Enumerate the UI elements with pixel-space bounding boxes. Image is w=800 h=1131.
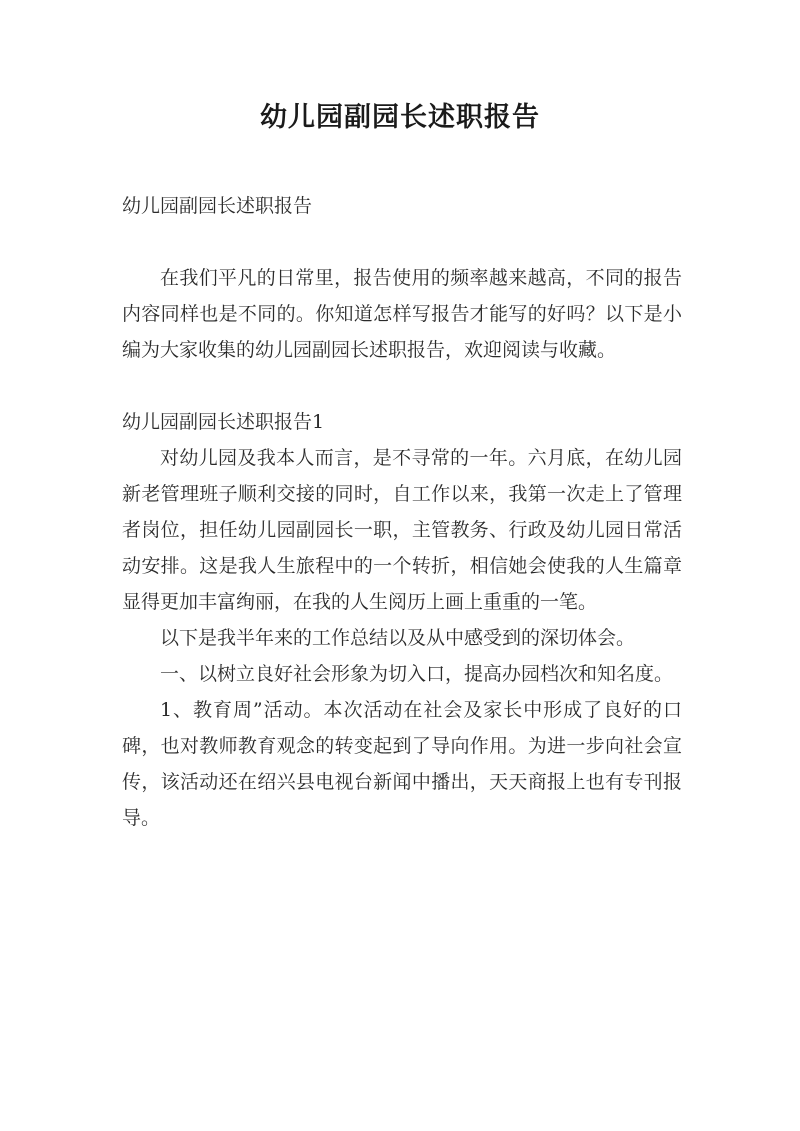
body-paragraph: 1、教育周”活动。本次活动在社会及家长中形成了良好的口碑，也对教师教育观念的转变起到了导向作用。为进一步向社会宣传，该活动还在绍兴县电视台新闻中播出，天天商报上也有专刊报导。 [122, 699, 682, 829]
section-heading: 幼儿园副园长述职报告1 [122, 411, 325, 433]
body-paragraph: 以下是我半年来的工作总结以及从中感受到的深切体会。 [160, 627, 636, 649]
body-paragraph: 对幼儿园及我本人而言，是不寻常的一年。六月底，在幼儿园新老管理班子顺利交接的同时，自工作以来，我第一次走上了管理者岗位，担任幼儿园副园长一职，主管教务、行政及幼儿园日常活动安排。这是我人生旅程中的一个转折，相信她会使我的人生篇章显得更加丰富绚丽，在我的人生阅历上画上重重的一笔。 [122, 447, 682, 613]
intro-paragraph: 在我们平凡的日常里，报告使用的频率越来越高，不同的报告内容同样也是不同的。你知道怎样写报告才能写的好吗？以下是小编为大家收集的幼儿园副园长述职报告，欢迎阅读与收藏。 [122, 267, 682, 361]
document-subtitle: 幼儿园副园长述职报告 [122, 195, 313, 217]
body-paragraph: 一、以树立良好社会形象为切入口，提高办园档次和知名度。 [160, 663, 674, 685]
spacer [122, 368, 682, 404]
document-title: 幼儿园副园长述职报告 [260, 102, 540, 133]
spacer [122, 224, 682, 260]
document-body [122, 188, 682, 836]
